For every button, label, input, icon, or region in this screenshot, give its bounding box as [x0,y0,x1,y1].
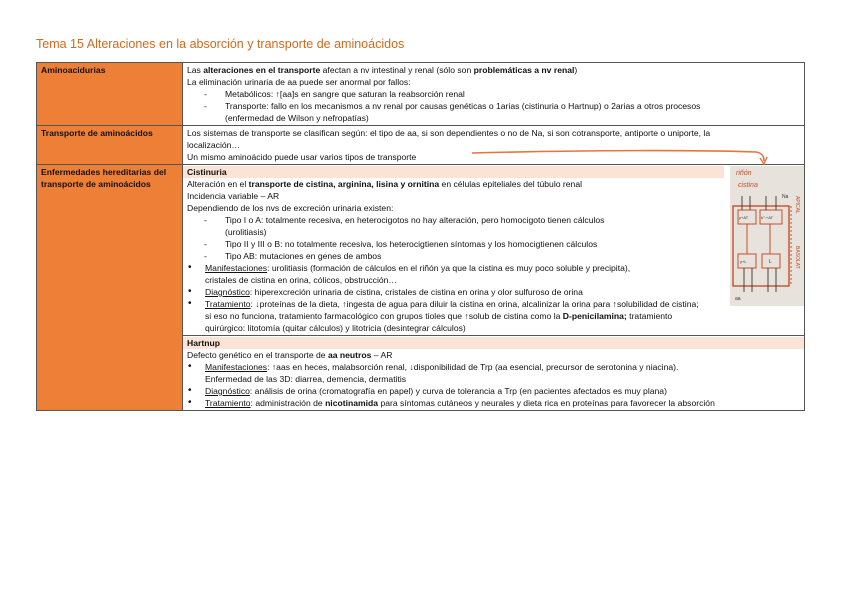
list-item: • Tratamiento: ↓proteínas de la dieta, ↑ingesta de agua para diluir la cistina en orina, alcalinizar la orina para ↑solubilidad de cistina; [187,298,800,310]
page-title: Tema 15 Alteraciones en la absorción y transporte de aminoácidos [36,37,405,51]
text-line: Incidencia variable – AR [187,191,280,201]
text-line: La eliminación urinaria de aa puede ser anormal por fallos: [187,77,411,87]
row-label-aminoacidurias: Aminoacidurias [37,63,183,126]
cistinuria-heading: Cistinuria [183,166,724,178]
text-line: Los sistemas de transporte se clasifican según: el tipo de aa, si son dependientes o no de Na, si son cotransporte, antiporte o uniporte, la [187,128,711,138]
text-line: Dependiendo de los nvs de excreción urinaria existen: [187,203,394,213]
list-item: • Manifestaciones: ↑aas en heces, malabsorción renal, ↓disponibilidad de Trp (aa esencial, precursor de serotonina y niacina). [187,361,800,373]
text-line: Defecto genético en el transporte de aa neutros – AR [187,350,393,360]
hartnup-heading: Hartnup [183,337,804,349]
text-line: Enfermedad de las 3D: diarrea, demencia, dermatitis [205,374,407,384]
photo-label-yat: y+AT [739,215,749,220]
table-row [37,165,805,336]
content-table [36,62,805,411]
text-line: (enfermedad de Wilson y nefropatías) [225,113,369,123]
photo-label-boat: b°,+AT [761,215,774,220]
row-label-enfermedades: Enfermedades hereditarias del transporte de aminoácidos [37,165,183,411]
photo-label-aa: aa [735,296,741,302]
list-item: • Manifestaciones: urolitiasis (formación de cálculos en el riñón ya que la cistina es muy poco soluble y precipita), [187,262,800,274]
cistinuria-section [187,166,800,334]
hartnup-cell [183,336,805,411]
photo-label-basolat: BASOLAT [794,246,800,269]
row-content-aminoacidurias [183,63,805,126]
text-line: Alteración en el transporte de cistina, arginina, lisina y ornitina en células epiteliales del túbulo renal [187,179,583,189]
row-label-transporte: Transporte de aminoácidos [37,126,183,165]
text-line: localización… [187,140,241,150]
text-line: si eso no funciona, tratamiento farmacológico con grupos tioles que ↑solub de cistina como la D-penicilamina; tratamiento [205,311,673,321]
text-line: (urolitiasis) [225,227,267,237]
photo-label-l: L [769,259,772,265]
list-item: - Transporte: fallo en los mecanismos a nv renal por causas genéticas o 1arias (cistinuria o Hartnup) o 2arias a otros procesos [187,100,800,112]
list-item: - Tipo AB: mutaciones en genes de ambos [187,250,800,262]
list-item: - Tipo I o A: totalmente recesiva, en heterocigotos no hay alteración, pero homocigoto tienen cálculos [187,214,800,226]
photo-label-na: Na [782,194,789,200]
list-item: • Tratamiento: administración de nicotinamida para síntomas cutáneos y neurales y dieta rica en proteínas para favorecer la absorción [187,397,800,409]
list-item: • Diagnóstico: hiperexcreción urinaria de cistina, cristales de cistina en orina y olor sulfuroso de orina [187,286,800,298]
photo-label-cistina: cistina [738,182,758,189]
list-item: • Diagnóstico: análisis de orina (cromatografía en papel) y curva de tolerancia a Trp (en pacientes afectados es muy plana) [187,385,800,397]
cistinuria-cell [183,165,805,336]
annotation-arrow [468,144,768,166]
photo-label-yl: y+L [740,259,747,264]
photo-label-apical: APICAL [794,196,800,214]
text-line: cristales de cistina en orina, cólicos, obstrucción… [205,275,398,285]
transport-diagram-photo [730,166,804,306]
list-item: - Tipo II y III o B: no totalmente recesiva, los heterocigtienen síntomas y los homocigtienen cálculos [187,238,800,250]
photo-label-rinon: riñón [736,170,752,177]
list-item: - Metabólicos: ↑[aa]s en sangre que saturan la reabsorción renal [187,88,800,100]
text-line: quirúrgico: litotomía (quitar cálculos) y litotricia (desintegrar cálculos) [205,323,466,333]
text-line: Las alteraciones en el transporte afectan a nv intestinal y renal (sólo son problemáticas a nv renal) [187,65,578,75]
table-row [37,63,805,126]
text-line: Un mismo aminoácido puede usar varios tipos de transporte [187,152,417,162]
